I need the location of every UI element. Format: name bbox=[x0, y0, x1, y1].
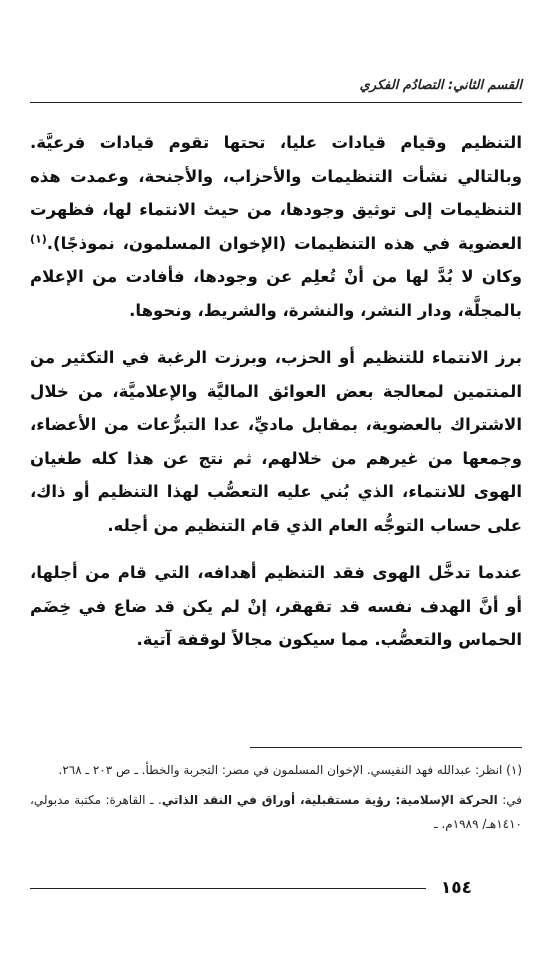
page-number: ١٥٤ bbox=[440, 878, 472, 898]
footnote-source-prefix: في: bbox=[497, 793, 522, 807]
footnote-source-title: الحركة الإسلامية: رؤية مستقبلية، أوراق في النقد الذاتي bbox=[161, 793, 498, 807]
header-rule bbox=[30, 102, 522, 103]
paragraph-1 bbox=[30, 126, 522, 327]
paragraph-2: برز الانتماء للتنظيم أو الحزب، وبرزت الرغبة في التكثير من المنتمين لمعالجة بعض العوائق الماليَّة والإعلاميَّة، من خلال الاشتراك بالعضوية، بمقابل ماديِّ، عدا التبرُّعات من الأعضاء، وجمعها من غيرهم من خلالهم، ثم نتج عن هذا كله طغيان الهوى للانتماء، الذي بُني عليه التعصُّب لهذا التنظيم أو ذاك، على حساب التوجُّه العام الذي قام التنظيم من أجله. bbox=[30, 348, 522, 535]
body-text bbox=[30, 126, 522, 671]
footnote-1: (١) انظر: عبدالله فهد النفيسي. الإخوان المسلمون في مصر: التجربة والخطأ. ـ ص ٢٠٣ ـ ٢٦٨. bbox=[58, 763, 522, 777]
paragraph-1-text: التنظيم وقيام قيادات عليا، تحتها تقوم قيادات فرعيَّة. وبالتالي نشأت التنظيمات والأحزاب، والأجنحة، وعمدت هذه التنظيمات إلى توثيق وجودها، من حيث الانتماء لها، فظهرت العضوية في هذه التنظيمات (الإخوان المسلمون، نموذجًا). bbox=[30, 133, 522, 253]
footnote-rule bbox=[250, 747, 522, 748]
footnotes bbox=[30, 758, 522, 842]
page-footer bbox=[30, 876, 522, 900]
paragraph-1-continuation: وكان لا بُدَّ لها من أنْ تُعلِم عن وجودها، فأفادت من الإعلام بالمجلَّة، ودار النشر، والنشرة، والشريط، ونحوها. bbox=[30, 267, 522, 320]
running-header: القسم الثاني: التصادُم الفكري bbox=[359, 78, 522, 93]
footnote-source-rest: . ـ القاهرة: مكتبة مدبولي، ١٤١٠هـ/ ١٩٨٩م. ـ bbox=[30, 793, 522, 831]
footnote-1-source bbox=[30, 788, 522, 836]
footer-rule bbox=[30, 888, 426, 889]
footnote-reference[interactable]: (١) bbox=[30, 232, 47, 245]
paragraph-3: عندما تدخَّل الهوى فقد التنظيم أهدافه، التي قام من أجلها، أو أنَّ الهدف نفسه قد تقهقر، إنْ لم يكن قد ضاع في خِضَم الحماس والتعصُّب. مما سيكون مجالاً لوقفة آتية. bbox=[30, 563, 522, 649]
